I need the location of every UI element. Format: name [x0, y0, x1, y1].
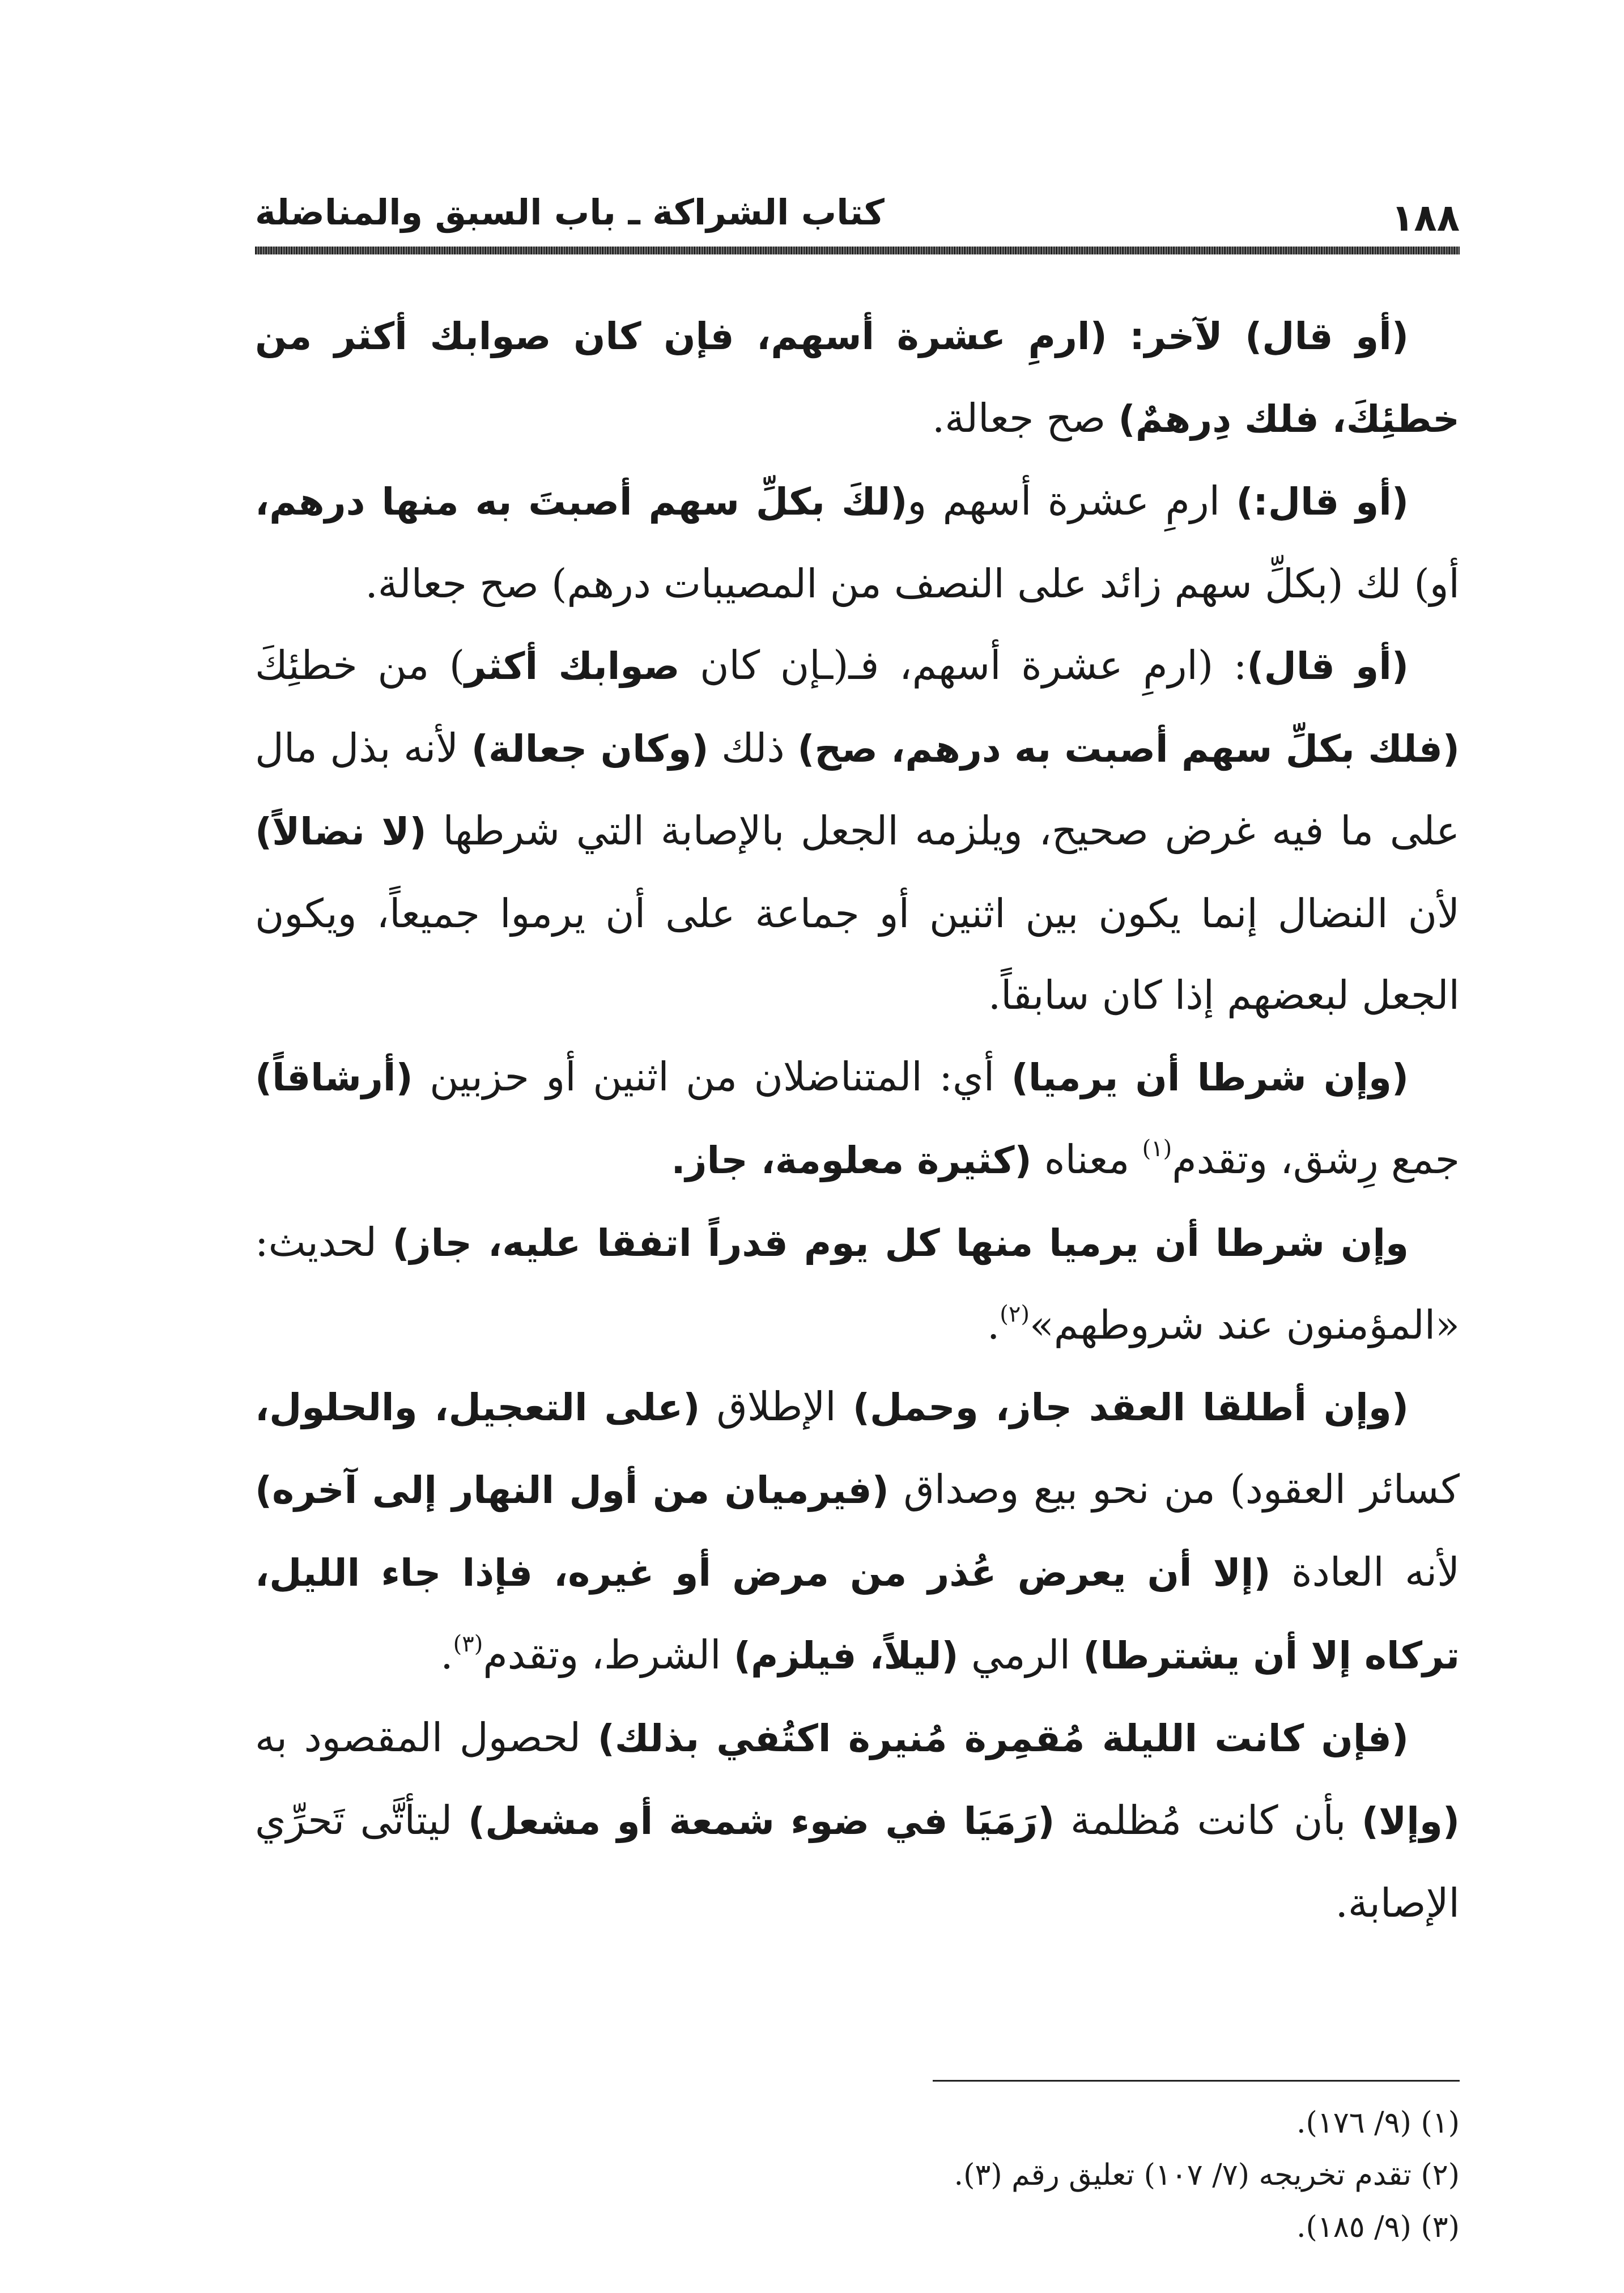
body-text	[255, 295, 1460, 1944]
sharh-text: .	[440, 1632, 453, 1678]
matn-text: (فلك بكلِّ سهم أصبت به درهم، صح)	[797, 727, 1460, 771]
matn-text: (لكَ بكلِّ سهم أصبتَ به منها درهم،	[255, 480, 908, 524]
paragraph	[255, 1201, 1460, 1366]
sharh-text: الإطلاق	[700, 1383, 853, 1430]
matn-text: وإن شرطا أن يرميا منها كل يوم قدراً اتفقا عليه، جاز)	[392, 1221, 1409, 1265]
sharh-text: ارمِ عشرة أسهم و	[907, 478, 1236, 524]
matn-text: (رَمَيَا في ضوء شمعة أو مشعل)	[467, 1799, 1055, 1843]
sharh-text: كسائر العقود) من نحو بيع وصداق	[888, 1466, 1460, 1513]
sharh-text: بأن كانت مُظلمة	[1055, 1797, 1362, 1844]
paragraph	[255, 1036, 1460, 1201]
sharh-text: لحديث: «المؤمنون عند شروطهم»	[255, 1219, 1460, 1348]
sharh-text: الرمي	[958, 1632, 1083, 1678]
sharh-text: معناه	[1031, 1136, 1142, 1183]
running-title: كتاب الشراكة ـ باب السبق والمناضلة	[255, 192, 885, 233]
sharh-text: .	[987, 1302, 1000, 1348]
paragraph	[255, 295, 1460, 460]
footnote: (٢) تقدم تخريجه (٧/ ١٠٧) تعليق رقم (٣).	[954, 2158, 1460, 2192]
paragraph	[255, 1366, 1460, 1697]
footnote-reference: (٣)	[453, 1631, 483, 1657]
matn-text: (لا نضالاً)	[255, 810, 427, 853]
sharh-text: لأنه بذل مال على ما فيه غرض صحيح، ويلزمه الجعل بالإصابة التي شرطها	[255, 725, 1460, 854]
matn-text: (ارمِ عشرة أسهم، فإن كان صوابك أكثر من خطئِكَ، فلك دِرهمٌ)	[255, 315, 1460, 441]
matn-text: (وإن شرطا أن يرميا)	[1011, 1056, 1409, 1099]
header-rule	[255, 247, 1460, 254]
sharh-text: ذلك	[708, 725, 798, 771]
footnote-reference: (٢)	[1000, 1301, 1030, 1327]
matn-text: (وإلا)	[1361, 1799, 1460, 1843]
sharh-text: لأن النضال إنما يكون بين اثنين أو جماعة على أن يرموا جميعاً، ويكون الجعل لبعضهم إذا كان سابقاً.	[255, 890, 1460, 1018]
paragraph	[255, 460, 1460, 625]
footnote-rule	[933, 2080, 1460, 2082]
matn-text: (أرشاقاً)	[255, 1056, 413, 1099]
paragraph	[255, 625, 1460, 1036]
sharh-text: لحصول المقصود به	[255, 1714, 598, 1761]
footnote-reference: (١)	[1142, 1136, 1172, 1162]
paragraph	[255, 1697, 1460, 1944]
matn-text: (فيرميان من أول النهار إلى آخره)	[255, 1468, 889, 1512]
matn-text: (وإن أطلقا العقد جاز، وحمل)	[852, 1386, 1409, 1429]
sharh-text: : (ارمِ عشرة أسهم، فـ(ـإن كان	[679, 642, 1247, 689]
sharh-text: ليتأتَّى تَحرِّي الإصابة.	[255, 1797, 1460, 1926]
sharh-text: الشرط، وتقدم	[483, 1632, 734, 1678]
footnote: (٣) (٩/ ١٨٥).	[1296, 2210, 1460, 2244]
matn-text: (وكان جعالة)	[471, 727, 709, 771]
sharh-text: جمع رِشق، وتقدم	[1172, 1136, 1460, 1183]
footnote: (١) (٩/ ١٧٦).	[1296, 2106, 1460, 2140]
matn-text: صوابك أكثر	[465, 644, 680, 688]
page-number: ١٨٨	[1391, 196, 1460, 240]
sharh-text: أو) لك (بكلِّ سهم زائد على النصف من المصيبات درهم) صح جعالة.	[365, 560, 1460, 607]
matn-text: (كثيرة معلومة، جاز.	[671, 1139, 1032, 1182]
matn-text: (فإن كانت الليلة مُقمِرة مُنيرة اكتُفي بذلك)	[597, 1717, 1409, 1760]
sharh-text: صح جعالة.	[932, 395, 1119, 441]
sharh-text: ) من خطئِكَ	[255, 642, 465, 689]
matn-text: (أو قال)	[1247, 644, 1409, 688]
sharh-text: لأنه العادة	[1270, 1549, 1460, 1595]
matn-text: (أو قال) لآخر:	[1107, 315, 1409, 358]
matn-text: (ليلاً، فيلزم)	[733, 1634, 959, 1678]
matn-text: (إلا أن يعرض عُذر من مرض أو غيره، فإذا جاء الليل، تركاه إلا أن يشترطا)	[255, 1551, 1460, 1678]
matn-text: (أو قال:)	[1236, 480, 1409, 524]
footnotes	[255, 2097, 1460, 2253]
page-header	[255, 187, 1460, 255]
sharh-text: أي: المتناضلان من اثنين أو حزبين	[413, 1054, 1011, 1100]
matn-text: (على التعجيل، والحلول،	[255, 1386, 700, 1429]
